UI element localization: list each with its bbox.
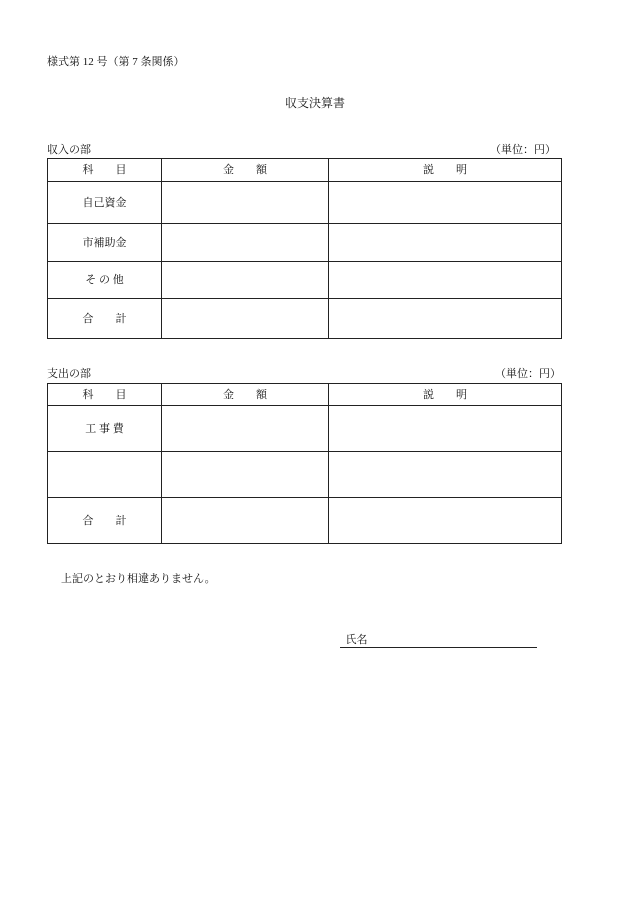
expenditure-row xyxy=(48,452,562,498)
header-amount: 金 額 xyxy=(162,159,329,182)
header-amount: 金 額 xyxy=(162,384,329,406)
amount-cell xyxy=(162,406,329,452)
amount-cell xyxy=(162,182,329,224)
header-description: 説 明 xyxy=(329,384,562,406)
amount-cell xyxy=(162,262,329,299)
item-cell: 合 計 xyxy=(48,299,162,339)
description-cell xyxy=(329,262,562,299)
expenditure-row xyxy=(48,406,562,452)
description-cell xyxy=(329,452,562,498)
header-item: 科 目 xyxy=(48,384,162,406)
expenditure-table xyxy=(47,383,562,544)
declaration-statement: 上記のとおり相違ありません。 xyxy=(61,573,216,585)
signature-line xyxy=(340,619,537,648)
income-table xyxy=(47,158,562,339)
item-cell: そ の 他 xyxy=(48,262,162,299)
expenditure-unit-label: （単位：円） xyxy=(495,368,561,380)
form-number: 様式第 12 号（第 7 条関係） xyxy=(47,56,185,68)
description-cell xyxy=(329,299,562,339)
item-cell xyxy=(48,452,162,498)
income-header-row xyxy=(48,159,562,182)
item-cell: 市補助金 xyxy=(48,224,162,262)
description-cell xyxy=(329,182,562,224)
income-row xyxy=(48,224,562,262)
income-section-label: 収入の部 xyxy=(47,144,91,156)
income-total-row xyxy=(48,299,562,339)
description-cell xyxy=(329,406,562,452)
expenditure-total-row xyxy=(48,498,562,544)
amount-cell xyxy=(162,224,329,262)
description-cell xyxy=(329,498,562,544)
header-description: 説 明 xyxy=(329,159,562,182)
item-cell: 工 事 費 xyxy=(48,406,162,452)
document-title: 収支決算書 xyxy=(284,96,345,110)
amount-cell xyxy=(162,498,329,544)
amount-cell xyxy=(162,452,329,498)
income-row xyxy=(48,182,562,224)
expenditure-section-label: 支出の部 xyxy=(47,368,91,380)
income-row xyxy=(48,262,562,299)
income-unit-label: （単位：円） xyxy=(490,144,556,156)
signature-label: 氏名 xyxy=(345,634,368,646)
header-item: 科 目 xyxy=(48,159,162,182)
item-cell: 合 計 xyxy=(48,498,162,544)
description-cell xyxy=(329,224,562,262)
expenditure-header-row xyxy=(48,384,562,406)
amount-cell xyxy=(162,299,329,339)
item-cell: 自己資金 xyxy=(48,182,162,224)
